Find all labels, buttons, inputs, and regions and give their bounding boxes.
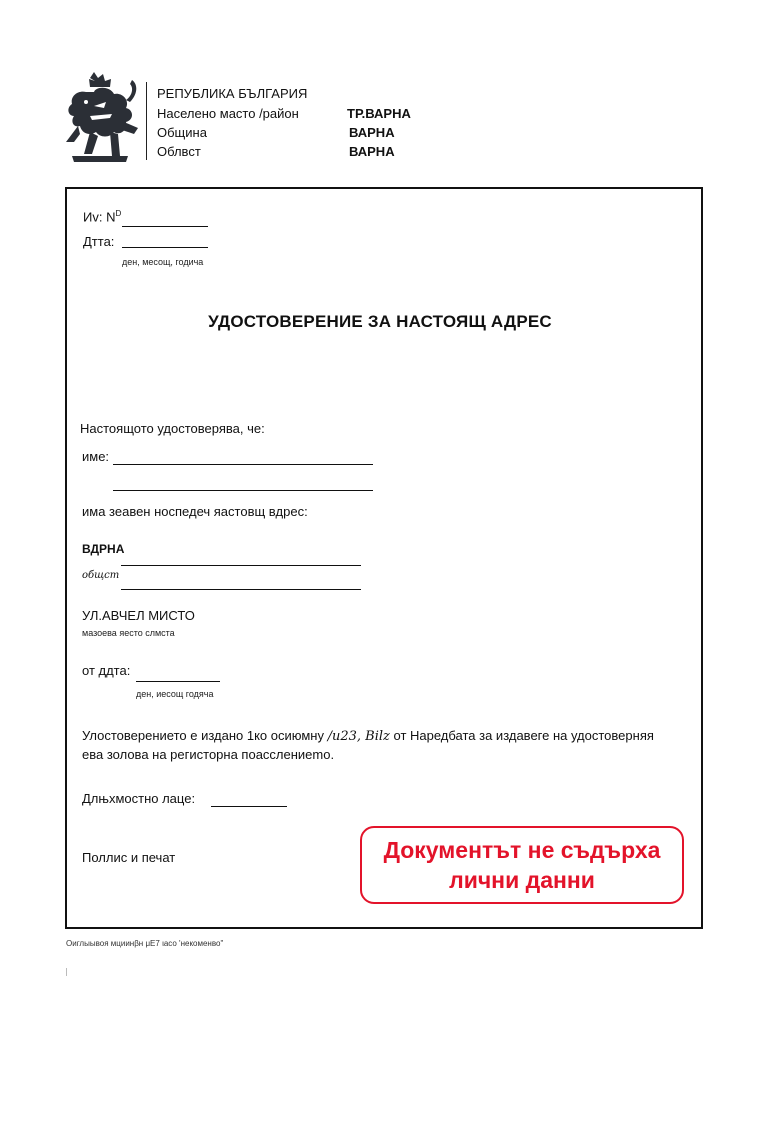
settlement-value: ТР.ВАРНА	[347, 106, 411, 121]
from-date-label: от ддта:	[82, 663, 131, 678]
issued-text-part-a: Улостоверението е издано 1ко осиюмну	[82, 728, 324, 743]
certifies-text: Настоящото удостоверява, че:	[80, 421, 265, 436]
date-label: Дтта:	[83, 234, 115, 249]
coat-of-arms-lion-icon	[60, 72, 140, 164]
header-divider	[146, 82, 147, 160]
name-field-line-1[interactable]	[113, 464, 373, 465]
number-label	[83, 209, 121, 224]
date-hint: ден, месощ, годича	[122, 257, 204, 267]
no-personal-data-stamp	[360, 826, 684, 904]
footer-note: Оиглыывоя мциинβн μЕ7 ιасо 'некоменво"	[66, 939, 224, 948]
document-frame	[65, 187, 703, 929]
issued-handwritten: /u23, Bilz	[327, 729, 390, 744]
issued-basis-line-2: ева золова на регисторна поасслениеmо.	[82, 747, 335, 762]
settlement-label: Населено масто /район	[157, 106, 299, 121]
stamp-line-1: Документът не съдърха	[383, 837, 661, 863]
signature-label: Поллис и печат	[82, 850, 176, 865]
republic-name: РЕПУБЛИКА БЪЛГАРИЯ	[157, 86, 308, 101]
place-label: УЛ.АВЧЕЛ МИСТО	[82, 608, 195, 623]
official-label: Длњхмостно лаце:	[82, 791, 196, 806]
municipality-label: Община	[157, 125, 207, 140]
from-date-hint: ден, иесощ годяча	[136, 689, 214, 699]
municipality-field-line[interactable]	[121, 589, 361, 590]
region-value: ВАРНА	[349, 144, 395, 159]
margin-mark	[66, 968, 67, 976]
document-title: УДОСТОВЕРЕНИЕ ЗА НАСТОЯЩ АДРЕС	[208, 312, 552, 331]
region-label: Облвст	[157, 144, 201, 159]
city-label: ВДРНА	[82, 542, 125, 556]
municipality-value: ВАРНА	[349, 125, 395, 140]
name-field-line-2[interactable]	[113, 490, 373, 491]
from-date-field-line[interactable]	[136, 681, 220, 682]
date-field-line[interactable]	[122, 247, 208, 248]
issued-basis-line-1	[82, 728, 682, 744]
city-field-line[interactable]	[121, 565, 361, 566]
municipality-field-label: общст	[82, 570, 120, 581]
number-label-text: Иv: N	[83, 209, 116, 225]
name-label: име:	[82, 449, 110, 464]
number-label-sup: D	[115, 209, 122, 218]
place-hint: мазоева яесто слмста	[82, 628, 175, 638]
official-field-line[interactable]	[211, 806, 287, 807]
stamp-line-2: лични данни	[449, 867, 595, 893]
issued-text-part-b: от Наредбата за издавеге на удостоверняя	[393, 728, 654, 743]
address-intro: има зеавен носпедеч яастовщ вдрес:	[82, 504, 308, 519]
number-field-line[interactable]	[122, 226, 208, 227]
